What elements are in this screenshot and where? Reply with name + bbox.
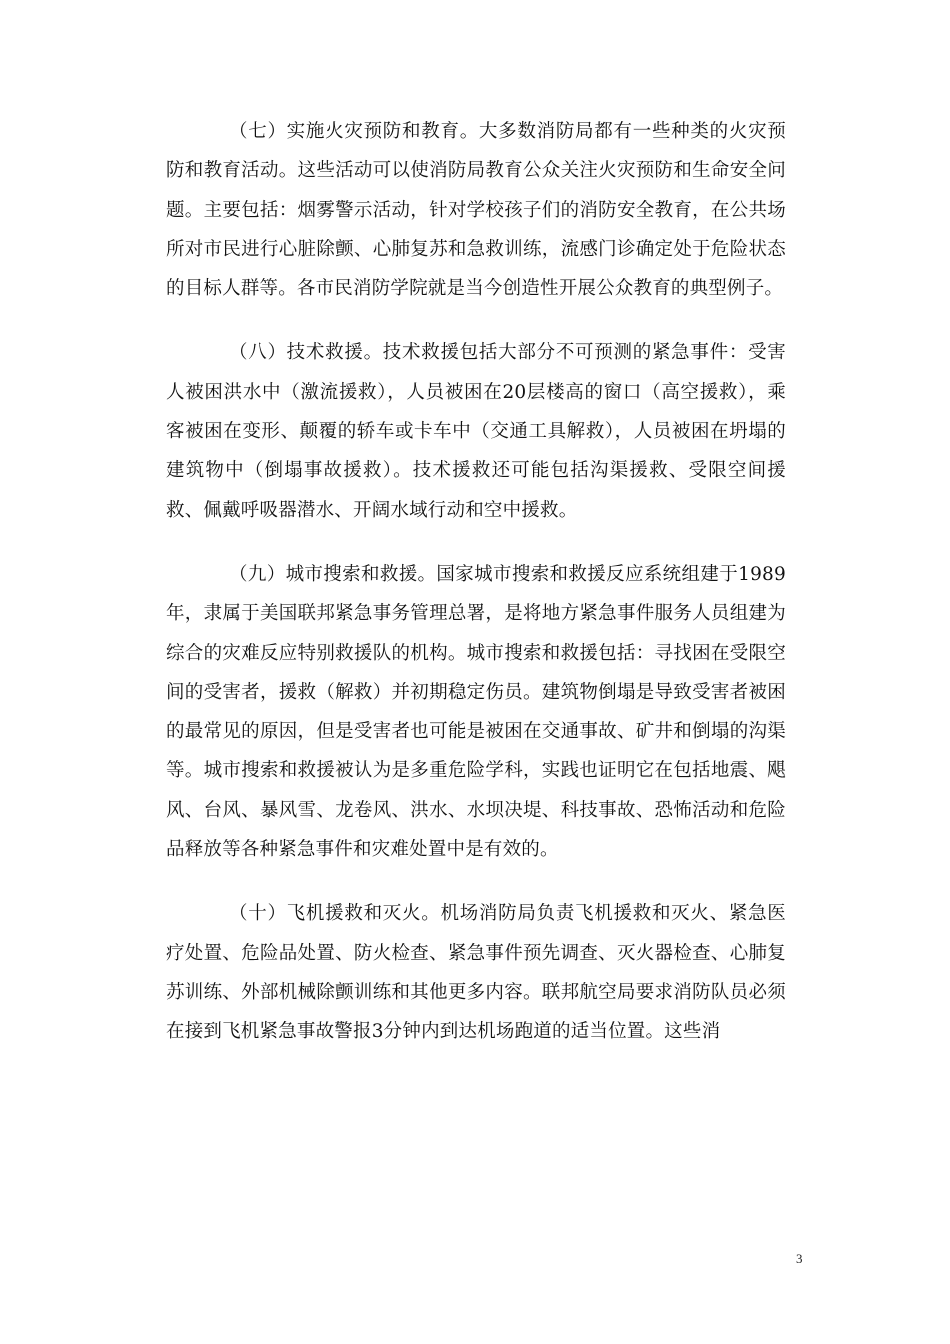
page-number: 3 (796, 1251, 803, 1266)
paragraph-fire-prevention: （七）实施火灾预防和教育。大多数消防局都有一些种类的火灾预防和教育活动。这些活动可以使消防局教育公众关注火灾预防和生命安全问题。主要包括：烟雾警示活动，针对学校孩子们的消防安全教育，在公共场所对市民进行心脏除颤、心肺复苏和急救训练，流感门诊确定处于危险状态的目标人群等。各市民消防学院就是当今创造性开展公众教育的典型例子。 (166, 121, 786, 300)
document-body (166, 112, 786, 1077)
paragraph-aircraft-rescue: （十）飞机援救和灭火。机场消防局负责飞机援救和灭火、紧急医疗处置、危险品处置、防火检查、紧急事件预先调查、灭火器检查、心肺复苏训练、外部机械除颤训练和其他更多内容。联邦航空局要求消防队员必须在接到飞机紧急事故警报3分钟内到达机场跑道的适当位置。这些消 (166, 903, 786, 1043)
paragraph-technical-rescue: （八）技术救援。技术救援包括大部分不可预测的紧急事件：受害人被困洪水中（激流援救），人员被困在20层楼高的窗口（高空援救），乘客被困在变形、颠覆的轿车或卡车中（交通工具解救），人员被困在坍塌的建筑物中（倒塌事故援救）。技术援救还可能包括沟渠援救、受限空间援救、佩戴呼吸器潜水、开阔水域行动和空中援救。 (166, 342, 786, 521)
paragraph-urban-search-rescue: （九）城市搜索和救援。国家城市搜索和救援反应系统组建于1989年，隶属于美国联邦紧急事务管理总署，是将地方紧急事件服务人员组建为综合的灾难反应特别救援队的机构。城市搜索和救援包括：寻找困在受限空间的受害者，援救（解救）并初期稳定伤员。建筑物倒塌是导致受害者被困的最常见的原因，但是受害者也可能是被困在交通事故、矿井和倒塌的沟渠等。城市搜索和救援被认为是多重危险学科，实践也证明它在包括地震、飓风、台风、暴风雪、龙卷风、洪水、水坝决堤、科技事故、恐怖活动和危险品释放等各种紧急事件和灾难处置中是有效的。 (166, 563, 786, 861)
